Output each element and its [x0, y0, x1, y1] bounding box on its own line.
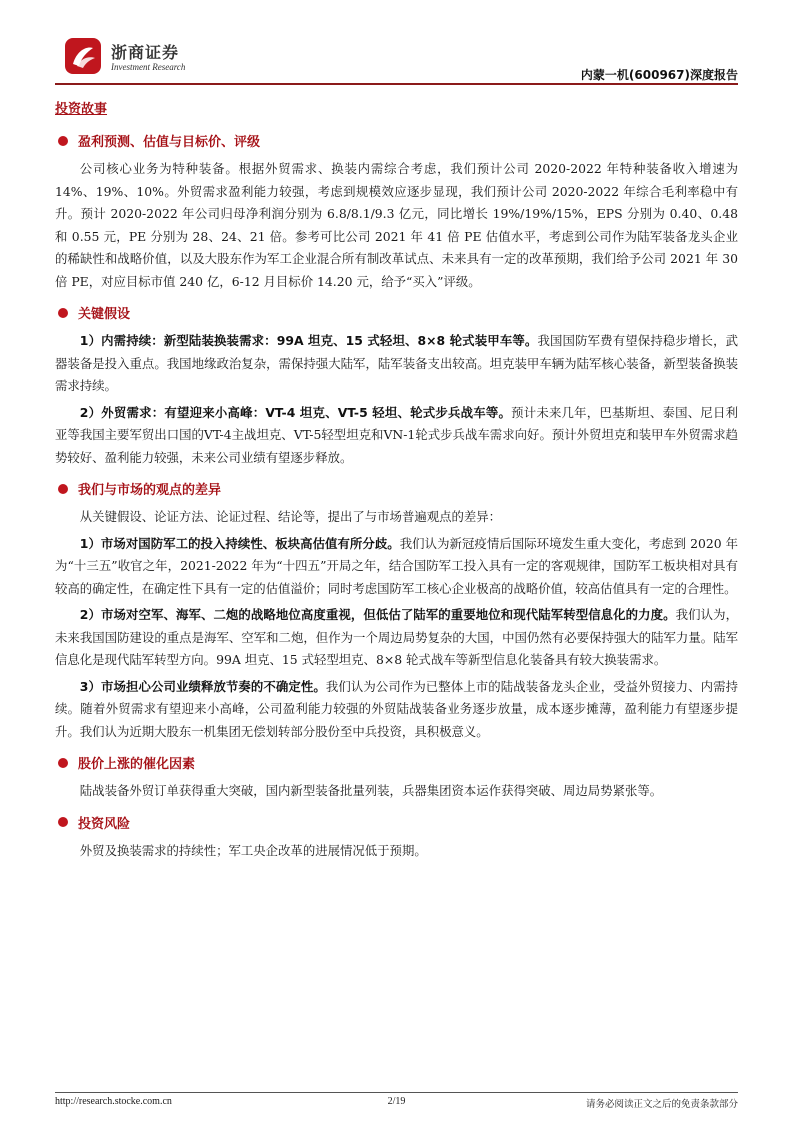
paragraph-body: 我们认为，未来我国国防建设的重点是海军、空军和二炮，但作为一个周边局势复杂的大国，中国仍然有必要保持强大的陆军力量。陆军信息化是现代陆军转型方向。99A 坦克、15 式轻型坦克、8×8 轮式战车等新型信息化装备具有较大换装需求。 — [55, 607, 738, 667]
paragraph-lead: 2）市场对空军、海军、二炮的战略地位高度重视，但低估了陆军的重要地位和现代陆军转型信息化的力度。 — [79, 607, 676, 622]
paragraph — [55, 676, 738, 744]
paragraph-body: 预计未来几年，巴基斯坦、泰国、尼日利亚等我国主要军贸出口国的VT-4主战坦克、VT-5轻型坦克和VN-1轮式步兵战车需求向好。预计外贸坦克和装甲车外贸需求趋势较好、盈利能力较强，未来公司业绩有望逐步释放。 — [55, 404, 739, 465]
section-heading-text: 盈利预测、估值与目标价、评级 — [78, 135, 261, 150]
section-heading-text: 我们与市场的观点的差异 — [78, 483, 222, 498]
section-heading-text: 股价上涨的催化因素 — [78, 757, 196, 772]
report-title: 内蒙一机(600967)深度报告 — [580, 68, 738, 82]
footer-disclaimer: 请务必阅读正文之后的免责条款部分 — [585, 1099, 738, 1110]
logo-text-cn: 浙商证券 — [111, 43, 180, 62]
logo-text-en: Investment Research — [111, 62, 186, 72]
section-heading — [55, 477, 738, 500]
section-heading — [55, 301, 738, 324]
bullet-icon — [58, 484, 68, 494]
paragraph: 从关键假设、论证方法、论证过程、结论等，提出了与市场普遍观点的差异： — [79, 509, 502, 524]
page-title: 投资故事 — [55, 102, 108, 117]
paragraph — [55, 533, 738, 601]
paragraph-lead: 1）内需持续：新型陆装换装需求：99A 坦克、15 式轻坦、8×8 轮式装甲车等。 — [79, 333, 538, 348]
paragraph-body: 我们认为公司作为已整体上市的陆战装备龙头企业，受益外贸接力、内需持续。随着外贸需求有望迎来小高峰，公司盈利能力较强的外贸陆战装备业务逐步放量，成本逐步摊薄，盈利能力有望逐步提升。我们认为近期大股东一机集团无偿划转部分股份至中兵投资，具积极意义。 — [55, 678, 739, 739]
bullet-icon — [58, 308, 68, 318]
main-content — [55, 92, 738, 866]
section-heading — [55, 129, 738, 152]
page-header — [55, 28, 738, 84]
paragraph: 公司核心业务为特种装备。根据外贸需求、换装内需综合考虑，我们预计公司 2020-2022 年特种装备收入增速为 14%、19%、10%。外贸需求盈利能力较强，考虑到规模效应逐步显现，我们预计公司 2020-2022 年综合毛利率稳中有升。预计 2020-2022 年公司归母净利润分别为 6.8/8.1/9.3 亿元，同比增长 19%/19%/15%，EPS 分别为 0.40、0.48 和 0.55 元，PE 分别为 28、24、21 倍。参考可比公司 2021 年 41 倍 PE 估值水平，考虑到公司作为陆军装备龙头企业的稀缺性和战略价值，以及大股东作为军工企业混合所有制改革试点、未来具有一定的改革预期，我们给予公司 2021 年 30 倍 PE，对应目标市值 240 亿，6-12 月目标价 14.20 元，给予“买入”评级。 — [55, 161, 738, 289]
page-footer — [55, 1096, 738, 1112]
paragraph-body: 我国国防军费有望保持稳步增长，武器装备是投入重点。我国地缘政治复杂，需保持强大陆军，陆军装备支出较高。坦克装甲车辆为陆军核心装备，新型装备换装需求持续。 — [55, 333, 739, 393]
paragraph-lead: 3）市场担心公司业绩释放节奏的不确定性。 — [79, 678, 326, 694]
paragraph-lead: 1）市场对国防军工的投入持续性、板块高估值有所分歧。 — [79, 535, 400, 551]
section-heading-text: 投资风险 — [78, 816, 131, 832]
logo-icon — [63, 36, 103, 76]
section-heading-text: 关键假设 — [78, 307, 131, 322]
header-divider — [55, 83, 738, 85]
bullet-icon — [58, 758, 68, 768]
paragraph-body: 我们认为新冠疫情后国际环境发生重大变化，考虑到 2020 年为“十三五”收官之年，2021-2022 年为“十四五”开局之年，结合国防军工投入具有一定的客观规律，国防军工板块相对具有较高的确定性，在确定性下具有一定的估值溢价；同时考虑国防军工核心企业极高的战略价值，较高估值具有一定的合理性。 — [55, 535, 738, 596]
footer-divider — [55, 1092, 738, 1093]
paragraph — [55, 330, 738, 398]
paragraph: 陆战装备外贸订单获得重大突破，国内新型装备批量列装，兵器集团资本运作获得突破、周边局势紧张等。 — [79, 783, 663, 798]
bullet-icon — [58, 136, 68, 146]
bullet-icon — [58, 817, 68, 827]
footer-link[interactable]: http://research.stocke.com.cn — [55, 1096, 172, 1107]
section-heading — [55, 751, 738, 774]
page-number: 2/19 — [387, 1096, 406, 1107]
paragraph — [55, 402, 738, 470]
paragraph — [55, 604, 738, 672]
section-heading — [55, 811, 738, 834]
paragraph-lead: 2）外贸需求：有望迎来小高峰：VT-4 坦克、VT-5 轻坦、轮式步兵战车等。 — [79, 404, 512, 420]
paragraph: 外贸及换装需求的持续性；军工央企改革的进展情况低于预期。 — [79, 842, 427, 858]
